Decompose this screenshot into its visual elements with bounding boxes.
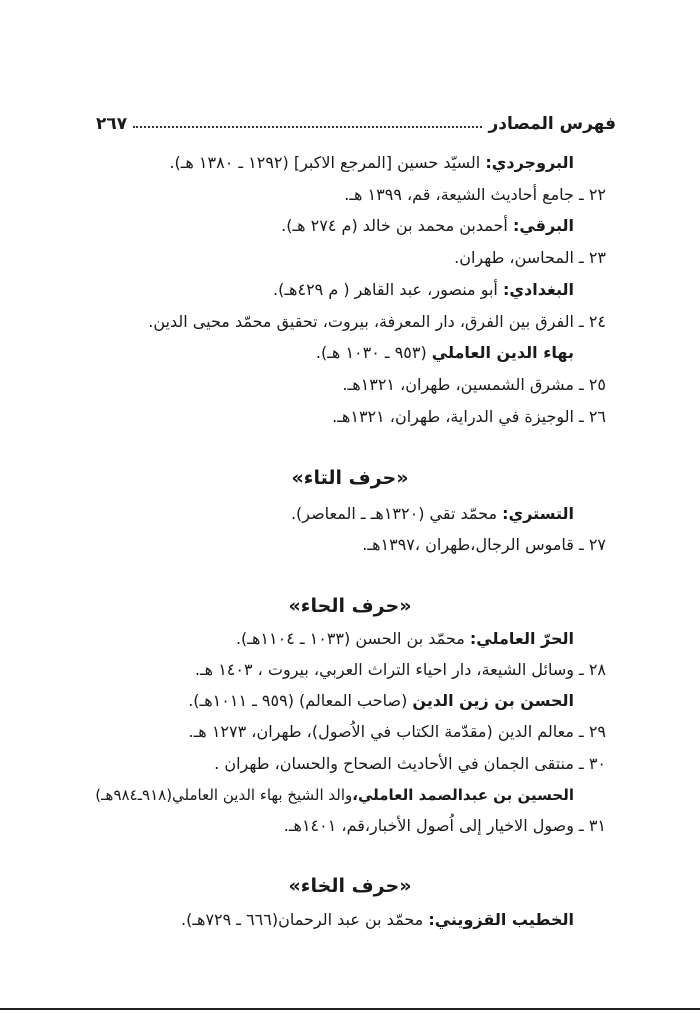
author-details: أحمدبن محمد بن خالد (م ٢٧٤ هـ). [281, 216, 513, 235]
source-entry: ٢٨ ـ وسائل الشيعة، دار احياء التراث العربي، بيروت ، ١٤٠٣ هـ. [194, 660, 606, 679]
author-line [291, 503, 574, 525]
author-details: (٩٥٣ ـ ١٠٣٠ هـ). [315, 343, 432, 362]
author-line [181, 909, 574, 931]
section-heading: «حرف الخاء» [288, 875, 412, 897]
section-heading: «حرف التاء» [291, 467, 409, 489]
author-name: الخطيب القزويني: [428, 910, 574, 929]
source-entry: ٣٠ ـ منتقى الجمان في الأحاديث الصحاح والحسان، طهران . [214, 754, 606, 773]
author-name: البروجردي: [485, 153, 574, 172]
author-name: الحرّ العاملي: [469, 629, 574, 648]
author-line [236, 628, 574, 650]
author-details: أبو منصور، عبد القاهر ( م ٤٢٩هـ). [273, 280, 503, 299]
author-details: (صاحب المعالم) (٩٥٩ ـ ١٠١١هـ). [188, 691, 413, 710]
bottom-rule [0, 1008, 700, 1010]
section-heading: «حرف الحاء» [288, 595, 412, 617]
author-line [316, 342, 574, 364]
author-name: التستري: [502, 504, 574, 523]
author-name: الحسين بن عبدالصمد العاملي، [352, 786, 574, 804]
author-name: الحسن بن زين الدين [412, 691, 574, 710]
author-details: محمّد تقي (١٣٢٠هـ ـ المعاصر). [290, 504, 503, 523]
author-line [188, 690, 574, 712]
source-entry: ٢٥ ـ مشرق الشمسين، طهران، ١٣٢١هـ. [342, 375, 606, 394]
page-header [96, 104, 616, 134]
header-title: فهرس المصادر [488, 114, 616, 134]
author-line [95, 784, 574, 806]
source-entry: ٢٧ ـ قاموس الرجال،طهران ،١٣٩٧هـ. [362, 535, 606, 554]
source-entry: ٢٤ ـ الفرق بين الفرق، دار المعرفة، بيروت، تحقيق محمّد محيى الدين. [148, 312, 606, 331]
author-name: البغدادي: [502, 280, 574, 299]
author-details: السيّد حسين [المرجع الاكبر] (١٢٩٢ ـ ١٣٨٠ هـ). [169, 153, 486, 172]
author-name: بهاء الدين العاملي [431, 343, 574, 362]
source-entry: ٢٢ ـ جامع أحاديث الشيعة، قم، ١٣٩٩ هـ. [344, 185, 606, 204]
author-line [281, 215, 574, 237]
author-line [169, 152, 574, 174]
author-name: البرقي: [512, 216, 574, 235]
source-entry: ٢٩ ـ معالم الدين (مقدّمة الكتاب في الاُصول)، طهران، ١٢٧٣ هـ. [188, 722, 606, 741]
page-number: ٢٦٧ [96, 114, 128, 134]
author-details: والد الشيخ بهاء الدين العاملي(٩١٨ـ٩٨٤هـ) [95, 786, 353, 804]
source-entry: ٣١ ـ وصول الاخيار إلى اُصول الأخبار،قم، ١٤٠١هـ. [283, 816, 606, 835]
source-entry: ٢٦ ـ الوجيزة في الدراية، طهران، ١٣٢١هـ. [332, 407, 606, 426]
author-details: محمّد بن عبد الرحمان(٦٦٦ ـ ٧٢٩هـ). [180, 910, 429, 929]
author-details: محمّد بن الحسن (١٠٣٣ ـ ١١٠٤هـ). [235, 629, 470, 648]
source-entry: ٢٣ ـ المحاسن، طهران. [454, 248, 606, 267]
header-leader-dots [133, 125, 482, 128]
author-line [273, 279, 574, 301]
